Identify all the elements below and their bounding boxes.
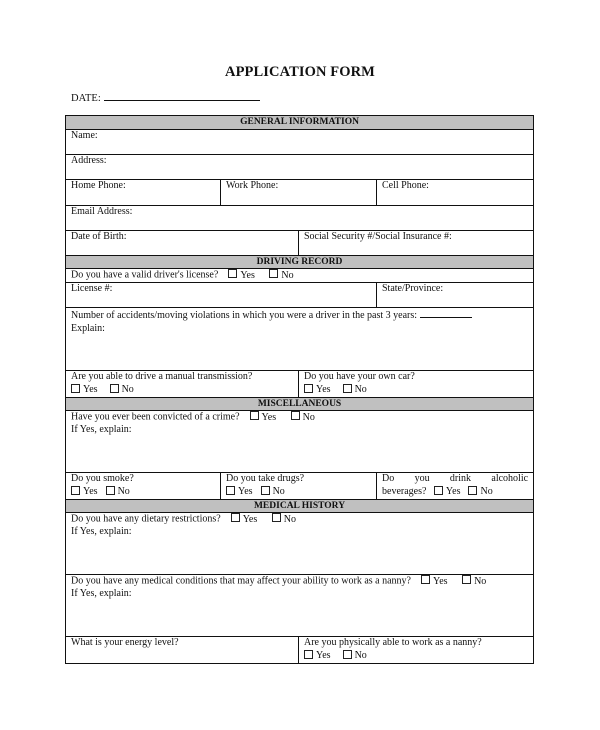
address-field[interactable] <box>66 154 534 179</box>
explain-label: Explain: <box>71 322 105 334</box>
name-field[interactable] <box>66 129 534 154</box>
smoke-question: Do you smoke? <box>71 473 134 484</box>
yes-label: Yes <box>316 650 331 661</box>
yes-label: Yes <box>445 486 461 497</box>
yes-label: Yes <box>240 269 255 281</box>
own-car-question: Do you have your own car? <box>304 371 415 382</box>
alcohol-question-cont: beverages? <box>382 486 427 497</box>
car-yes-checkbox[interactable] <box>304 384 313 393</box>
yes-label: Yes <box>433 575 448 587</box>
dietary-yes-checkbox[interactable] <box>231 513 240 522</box>
physical-no-checkbox[interactable] <box>343 650 352 659</box>
yes-label: Yes <box>83 486 98 497</box>
conditions-yes-checkbox[interactable] <box>421 575 430 584</box>
dob-label: Date of Birth: <box>71 230 127 242</box>
energy-question: What is your energy level? <box>71 637 179 648</box>
license-number-field[interactable] <box>66 283 377 308</box>
no-label: No <box>302 411 315 423</box>
energy-field[interactable] <box>66 637 299 664</box>
drugs-yes-checkbox[interactable] <box>226 486 235 495</box>
no-label: No <box>474 575 487 587</box>
accidents-question: Number of accidents/moving violations in which you were a driver in the past 3 years: <box>71 310 418 321</box>
no-label: No <box>354 384 367 395</box>
license-yes-checkbox[interactable] <box>228 269 237 278</box>
home-phone-label: Home Phone: <box>71 179 126 191</box>
state-field[interactable] <box>377 283 534 308</box>
no-label: No <box>117 486 130 497</box>
address-label: Address: <box>71 154 107 166</box>
own-car-cell <box>299 371 534 398</box>
drugs-cell <box>221 473 377 500</box>
alcohol-question: Do you drink alcoholic <box>382 473 529 484</box>
work-phone-field[interactable] <box>221 179 377 205</box>
crime-question: Have you ever been convicted of a crime? <box>71 411 240 423</box>
drugs-no-checkbox[interactable] <box>261 486 270 495</box>
crime-explain-label: If Yes, explain: <box>71 424 132 435</box>
ssn-label: Social Security #/Social Insurance #: <box>304 230 452 242</box>
manual-question: Are you able to drive a manual transmission? <box>71 371 253 382</box>
no-label: No <box>480 486 493 497</box>
alcohol-cell <box>377 473 534 500</box>
yes-label: Yes <box>316 384 331 395</box>
no-label: No <box>354 650 367 661</box>
conditions-explain-label: If Yes, explain: <box>71 588 132 599</box>
alcohol-no-checkbox[interactable] <box>468 486 477 495</box>
cell-phone-label: Cell Phone: <box>382 179 429 191</box>
home-phone-field[interactable] <box>66 179 221 205</box>
no-label: No <box>283 513 296 525</box>
physical-yes-checkbox[interactable] <box>304 650 313 659</box>
section-header-driving: DRIVING RECORD <box>66 255 534 269</box>
work-phone-label: Work Phone: <box>226 179 279 191</box>
ssn-field[interactable] <box>299 230 534 255</box>
yes-label: Yes <box>261 411 277 423</box>
crime-no-checkbox[interactable] <box>291 411 300 420</box>
date-field <box>71 90 260 104</box>
manual-no-checkbox[interactable] <box>110 384 119 393</box>
yes-label: Yes <box>238 486 253 497</box>
yes-label: Yes <box>242 513 258 525</box>
license-question-row <box>66 269 534 283</box>
manual-yes-checkbox[interactable] <box>71 384 80 393</box>
page-title: APPLICATION FORM <box>225 64 375 80</box>
crime-field[interactable] <box>66 411 534 473</box>
email-field[interactable] <box>66 205 534 230</box>
conditions-question: Do you have any medical conditions that may affect your ability to work as a nanny? <box>71 575 411 587</box>
section-header-general: GENERAL INFORMATION <box>66 116 534 130</box>
state-label: State/Province: <box>382 283 444 294</box>
date-input-line[interactable] <box>104 90 260 101</box>
dietary-explain-label: If Yes, explain: <box>71 526 132 537</box>
yes-label: Yes <box>83 384 98 395</box>
dietary-question: Do you have any dietary restrictions? <box>71 513 221 525</box>
license-question: Do you have a valid driver's license? <box>71 269 219 281</box>
alcohol-yes-checkbox[interactable] <box>434 486 443 495</box>
dietary-no-checkbox[interactable] <box>272 513 281 522</box>
accidents-count-blank[interactable] <box>420 308 472 318</box>
license-no-checkbox[interactable] <box>269 269 278 278</box>
no-label: No <box>272 486 285 497</box>
dob-field[interactable] <box>66 230 299 255</box>
smoke-cell <box>66 473 221 500</box>
accidents-field[interactable] <box>66 308 534 371</box>
manual-transmission-cell <box>66 371 299 398</box>
car-no-checkbox[interactable] <box>343 384 352 393</box>
dietary-field[interactable] <box>66 513 534 575</box>
email-label: Email Address: <box>71 205 133 217</box>
smoke-no-checkbox[interactable] <box>106 486 115 495</box>
smoke-yes-checkbox[interactable] <box>71 486 80 495</box>
cell-phone-field[interactable] <box>377 179 534 205</box>
drugs-question: Do you take drugs? <box>226 473 305 484</box>
crime-yes-checkbox[interactable] <box>250 411 259 420</box>
section-header-medical: MEDICAL HISTORY <box>66 499 534 513</box>
physical-cell <box>299 637 534 664</box>
physical-question: Are you physically able to work as a nanny? <box>304 637 482 648</box>
no-label: No <box>121 384 134 395</box>
conditions-no-checkbox[interactable] <box>462 575 471 584</box>
date-label: DATE: <box>71 93 101 104</box>
name-label: Name: <box>71 129 98 141</box>
no-label: No <box>281 269 294 281</box>
section-header-misc: MISCELLANEOUS <box>66 397 534 411</box>
license-number-label: License #: <box>71 283 113 294</box>
application-form-table <box>65 115 534 664</box>
conditions-field[interactable] <box>66 575 534 637</box>
